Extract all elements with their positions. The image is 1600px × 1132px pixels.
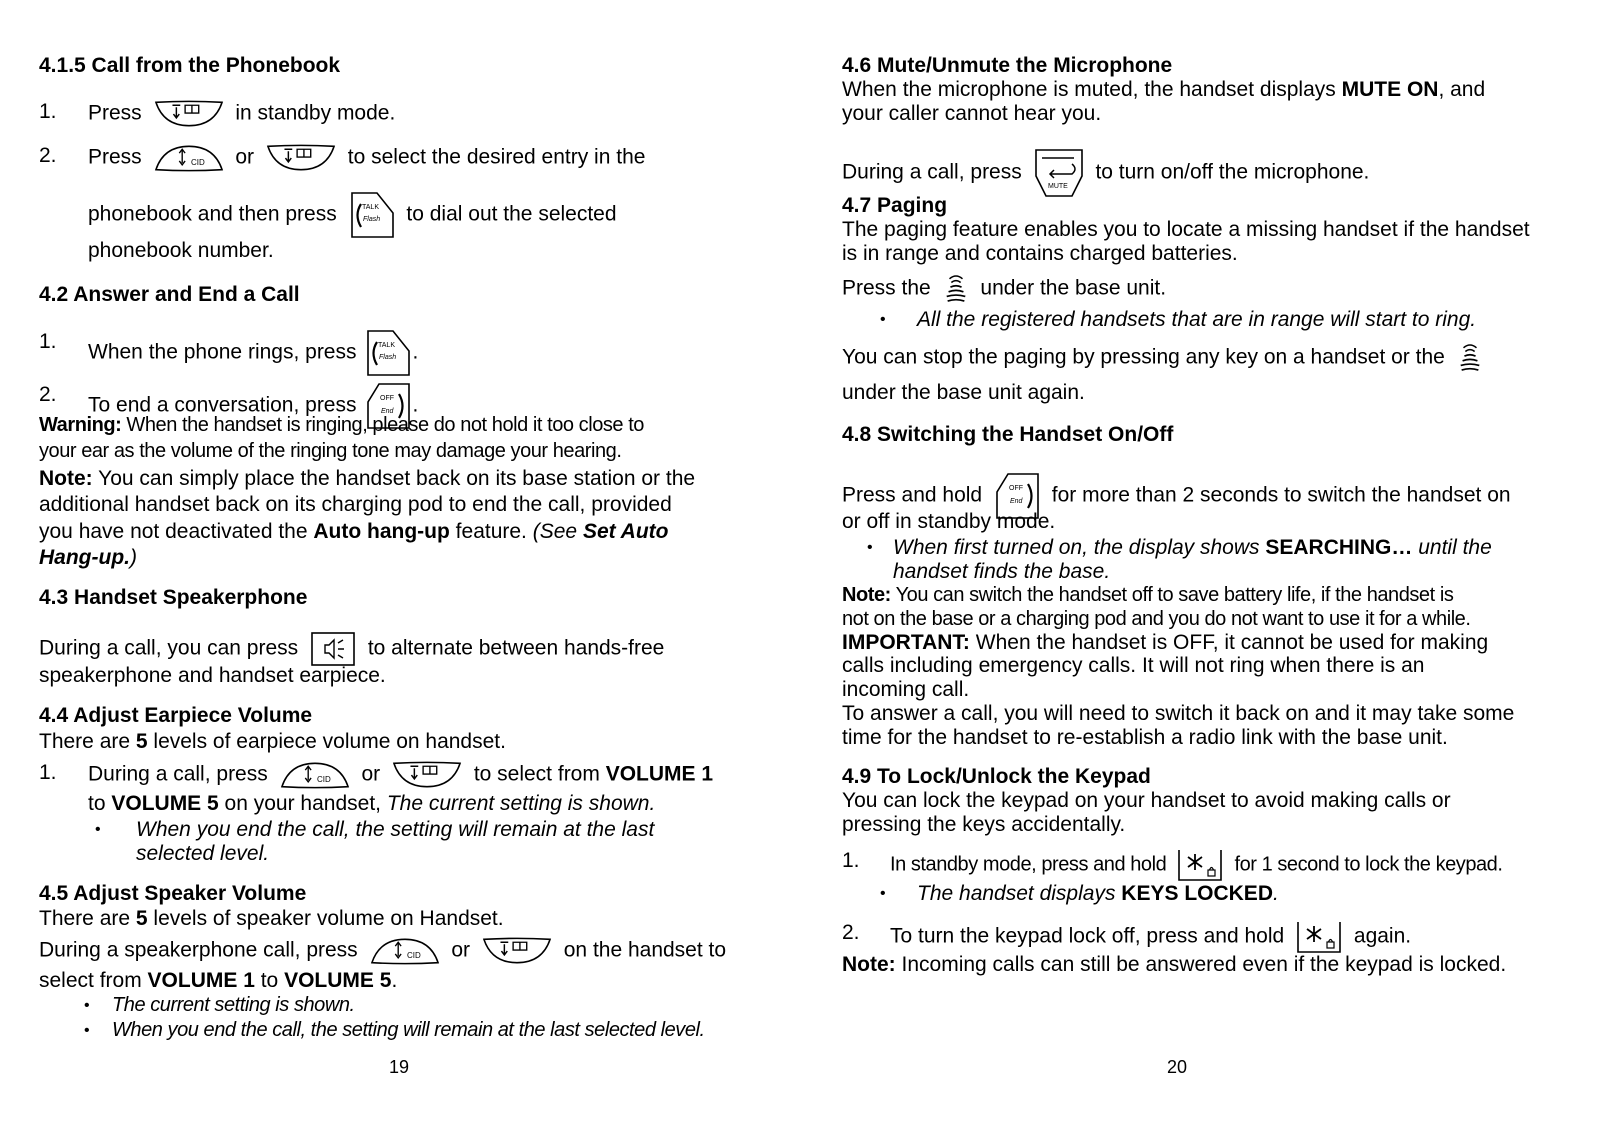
note-text — [842, 952, 1506, 977]
talk-flash-key-icon — [349, 191, 395, 239]
svg-text:Flash: Flash — [362, 216, 380, 223]
bullet-text — [917, 881, 1279, 906]
text: Press and hold — [842, 483, 983, 507]
body-text: your caller cannot hear you. — [842, 102, 1102, 125]
important-text: incoming call. — [842, 678, 970, 701]
text: to select the desired entry in the — [347, 145, 646, 169]
text: Press — [88, 145, 142, 169]
step-text — [88, 191, 617, 239]
text: In standby mode, press and hold — [890, 853, 1167, 876]
note-label: Note: — [842, 584, 891, 606]
note-text — [39, 545, 137, 570]
bullet: • — [84, 1022, 90, 1039]
svg-text:MUTE: MUTE — [1047, 183, 1068, 190]
star-lock-key-icon — [1296, 920, 1342, 954]
page-number: 20 — [1167, 1057, 1188, 1077]
svg-text:TALK: TALK — [361, 204, 379, 211]
section-heading-4-5: 4.5 Adjust Speaker Volume — [39, 882, 307, 905]
text: VOLUME 5 — [284, 969, 392, 992]
text: levels of speaker volume on Handset. — [147, 907, 504, 930]
warning-text — [39, 413, 644, 438]
text: . — [412, 393, 419, 417]
svg-text:CID: CID — [190, 158, 205, 167]
important-text: calls including emergency calls. It will not ring when there is an — [842, 654, 1425, 677]
text: on your handset, — [218, 792, 387, 815]
mute-key-icon — [1034, 148, 1084, 198]
text: SEARCHING… — [1265, 536, 1413, 559]
body-text: is in range and contains charged batteries. — [842, 242, 1238, 265]
bullet-text: selected level. — [136, 842, 270, 865]
step-text — [890, 920, 1411, 954]
text: until the — [1412, 536, 1492, 559]
note-text: additional handset back on its charging pod to end the call, provided — [39, 493, 672, 516]
svg-text:OFF: OFF — [379, 395, 394, 402]
text: To end a conversation, press — [88, 393, 357, 417]
important-label: IMPORTANT: — [842, 631, 970, 654]
text: During a speakerphone call, press — [39, 938, 358, 962]
text: The current setting is shown. — [386, 792, 656, 815]
note-text — [39, 466, 695, 491]
text: During a call, press — [88, 762, 268, 786]
body-text: speakerphone and handset earpiece. — [39, 664, 386, 687]
svg-text:TALK: TALK — [377, 342, 395, 349]
text: again. — [1353, 924, 1412, 948]
section-heading-4-3: 4.3 Handset Speakerphone — [39, 586, 308, 609]
text: VOLUME 1 — [605, 762, 714, 786]
svg-text:Flash: Flash — [378, 354, 396, 361]
svg-text:CID: CID — [316, 775, 331, 784]
text: to — [254, 969, 285, 992]
bullet-text: When you end the call, the setting will remain at the last — [136, 818, 655, 841]
text: When the handset is ringing, please do not hold it too close to — [121, 414, 644, 436]
body-text: You can lock the keypad on your handset to avoid making calls or — [842, 789, 1451, 812]
text: phonebook and then press — [88, 202, 337, 226]
body-text — [39, 936, 726, 966]
text: Incoming calls can still be answered even if the keypad is locked. — [895, 953, 1507, 976]
important-text — [842, 630, 1488, 655]
text: (See — [532, 520, 583, 543]
phonebook-down-key-icon — [154, 99, 224, 129]
text: to turn on/off the microphone. — [1095, 160, 1370, 184]
step-text — [88, 329, 418, 377]
body-text — [842, 274, 1166, 304]
text: When the handset is OFF, it cannot be used for making — [969, 631, 1489, 654]
text: To turn the keypad lock off, press and hold — [890, 924, 1285, 948]
step-text — [88, 791, 655, 816]
talk-flash-key-icon — [365, 329, 411, 377]
text: MUTE ON — [1341, 78, 1439, 101]
note-label: Note: — [39, 467, 93, 490]
text: KEYS LOCKED — [1121, 882, 1273, 905]
body-text: under the base unit again. — [842, 381, 1085, 404]
section-heading-4-6: 4.6 Mute/Unmute the Microphone — [842, 54, 1173, 77]
text: During a call, press — [842, 160, 1022, 184]
text: 5 — [135, 730, 148, 753]
body-text — [842, 343, 1489, 373]
text: on the handset to — [563, 938, 727, 962]
bullet: • — [880, 885, 886, 902]
bullet-text: All the registered handsets that are in range will start to ring. — [917, 308, 1477, 331]
text: levels of earpiece volume on handset. — [147, 730, 506, 753]
text: . — [412, 340, 419, 364]
text: Press — [88, 101, 142, 125]
text: There are — [39, 730, 136, 753]
text: for more than 2 seconds to switch the handset on — [1051, 483, 1511, 507]
step-text — [890, 848, 1502, 882]
step-text: phonebook number. — [88, 239, 274, 262]
warning-text: your ear as the volume of the ringing tone may damage your hearing. — [39, 440, 622, 462]
cid-up-key-icon — [370, 936, 440, 966]
text: ) — [129, 546, 137, 569]
text: under the base unit. — [980, 276, 1167, 300]
step-number: 2. — [842, 921, 860, 944]
text: When the microphone is muted, the handset displays — [842, 78, 1342, 101]
speaker-key-icon — [310, 631, 356, 667]
text: or — [235, 145, 255, 169]
note-label: Note: — [842, 953, 896, 976]
step-text — [88, 760, 713, 790]
text: , and — [1438, 78, 1486, 101]
step-number: 1. — [39, 330, 57, 353]
text: for 1 second to lock the keypad. — [1234, 853, 1503, 876]
bullet: • — [880, 311, 886, 328]
text: You can stop the paging by pressing any key on a handset or the — [842, 345, 1445, 369]
text: select from — [39, 969, 148, 992]
text: You can switch the handset off to save battery life, if the handset is — [890, 584, 1454, 606]
body-text — [39, 906, 504, 931]
text: to alternate between hands-free — [367, 636, 665, 660]
text: in standby mode. — [235, 101, 396, 125]
page-number: 19 — [389, 1057, 410, 1077]
cid-up-key-icon — [280, 760, 350, 790]
phonebook-down-key-icon — [392, 760, 462, 790]
section-heading-4-2: 4.2 Answer and End a Call — [39, 283, 300, 306]
phonebook-down-key-icon — [266, 143, 336, 173]
body-text: The paging feature enables you to locate a missing handset if the handset — [842, 218, 1530, 241]
section-heading-4-4: 4.4 Adjust Earpiece Volume — [39, 704, 313, 727]
body-text — [39, 729, 506, 754]
phonebook-down-key-icon — [482, 936, 552, 966]
body-text — [39, 968, 397, 993]
text: you have not deactivated the — [39, 520, 314, 543]
svg-text:End: End — [1009, 498, 1023, 505]
star-lock-key-icon — [1177, 848, 1223, 882]
text: . — [1272, 882, 1279, 905]
bullet: • — [867, 539, 873, 556]
bullet: • — [84, 997, 90, 1014]
paging-icon — [1457, 343, 1483, 373]
step-number: 2. — [39, 383, 57, 406]
text: When first turned on, the display shows — [893, 536, 1266, 559]
bullet-text: The current setting is shown. — [112, 994, 355, 1016]
bullet-text — [893, 535, 1492, 560]
step-number: 1. — [842, 849, 860, 872]
text: . — [391, 969, 398, 992]
step-number: 2. — [39, 144, 57, 167]
svg-text:OFF: OFF — [1008, 485, 1023, 492]
text: When the phone rings, press — [88, 340, 357, 364]
body-text: time for the handset to re-establish a radio link with the base unit. — [842, 726, 1448, 749]
note-text: not on the base or a charging pod and you do not want to use it for a while. — [842, 608, 1471, 630]
body-text: or off in standby mode. — [842, 510, 1056, 533]
text: The handset displays — [917, 882, 1122, 905]
text: There are — [39, 907, 136, 930]
paging-icon — [943, 274, 969, 304]
body-text — [842, 77, 1485, 102]
text: Auto hang-up — [313, 520, 450, 543]
text: 5 — [135, 907, 148, 930]
cid-up-key-icon — [154, 143, 224, 173]
text: VOLUME 1 — [147, 969, 255, 992]
text: to dial out the selected — [406, 202, 617, 226]
section-heading-4-9: 4.9 To Lock/Unlock the Keypad — [842, 765, 1151, 788]
text: Set Auto — [582, 520, 669, 543]
svg-text:End: End — [380, 408, 393, 415]
text: During a call, you can press — [39, 636, 299, 660]
text: to — [88, 792, 112, 815]
warning-label: Warning: — [39, 414, 122, 436]
body-text: pressing the keys accidentally. — [842, 813, 1126, 836]
bullet: • — [95, 821, 101, 838]
note-text — [39, 519, 669, 544]
svg-text:CID: CID — [406, 951, 421, 960]
text: or — [451, 938, 471, 962]
body-text — [842, 148, 1369, 198]
note-text — [842, 583, 1453, 608]
text: to select from — [473, 762, 606, 786]
text: Hang-up. — [39, 546, 130, 569]
step-text — [88, 143, 645, 173]
text: or — [361, 762, 381, 786]
section-heading-4-8: 4.8 Switching the Handset On/Off — [842, 423, 1174, 446]
bullet-text: handset finds the base. — [893, 560, 1111, 583]
text: feature. — [449, 520, 533, 543]
text: VOLUME 5 — [111, 792, 219, 815]
bullet-text: When you end the call, the setting will remain at the last selected level. — [112, 1019, 705, 1041]
step-number: 1. — [39, 100, 57, 123]
step-number: 1. — [39, 761, 57, 784]
section-heading-4-7: 4.7 Paging — [842, 194, 948, 217]
text: You can simply place the handset back on its base station or the — [92, 467, 696, 490]
text: Press the — [842, 276, 931, 300]
step-text — [88, 99, 395, 129]
section-heading-4-1-5: 4.1.5 Call from the Phonebook — [39, 54, 341, 77]
body-text: To answer a call, you will need to switch it back on and it may take some — [842, 702, 1515, 725]
body-text — [39, 631, 664, 667]
